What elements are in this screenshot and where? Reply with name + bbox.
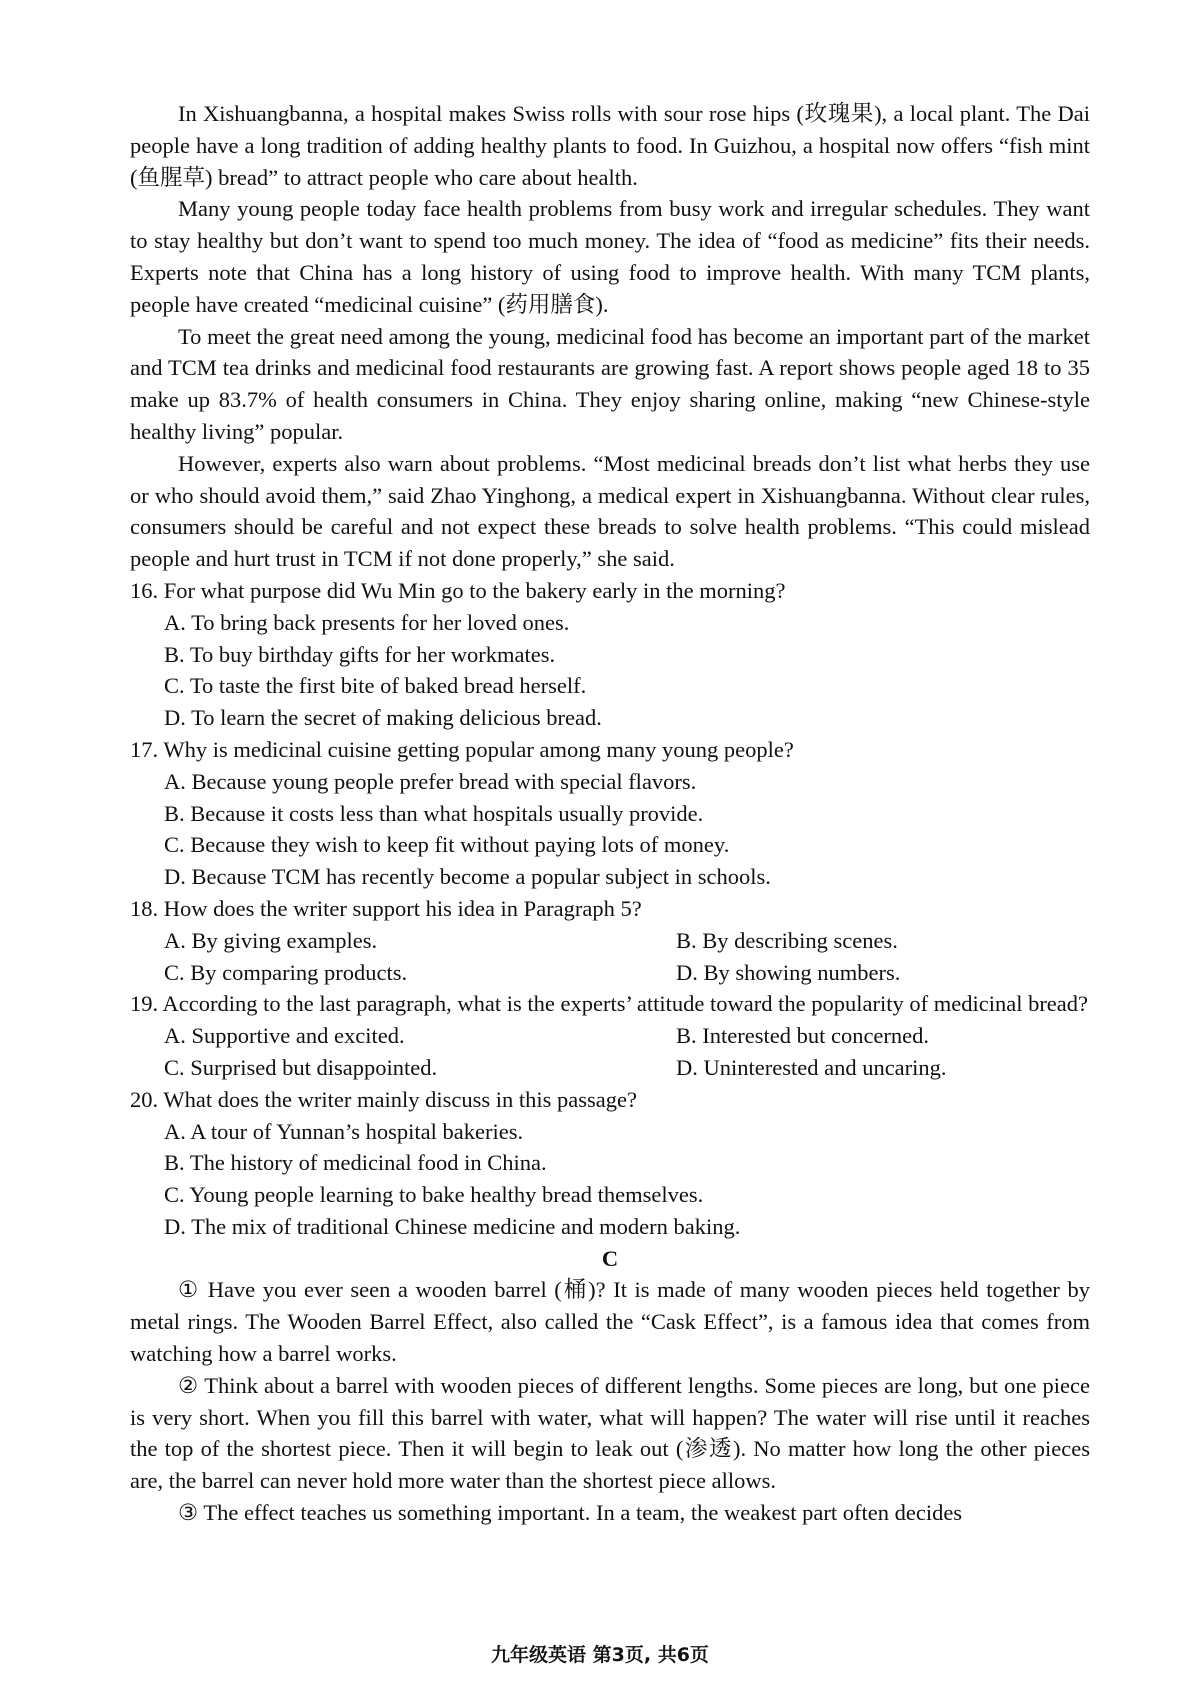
passage-paragraph: ② Think about a barrel with wooden pieces of different lengths. Some pieces are long, but one piece is very short. When you fill this barrel with water, what will happen? The water will rise until it reaches the top of the shortest piece. Then it will begin to leak out (渗透). No matter how long the other pieces are, the barrel can never hold more water than the shortest piece allows. bbox=[130, 1372, 1090, 1494]
option-d: D. Uninterested and uncaring. bbox=[676, 1054, 947, 1080]
question-stem: 16. For what purpose did Wu Min go to the bakery early in the morning? bbox=[130, 577, 786, 603]
passage-paragraph: ③ The effect teaches us something important. In a team, the weakest part often decides bbox=[178, 1500, 963, 1526]
passage-paragraph: ① Have you ever seen a wooden barrel (桶)? It is made of many wooden pieces held together by metal rings. The Wooden Barrel Effect, also called the “Cask Effect”, is a famous idea that comes from watching how a barrel works. bbox=[130, 1277, 1090, 1367]
question-17 bbox=[130, 734, 1090, 893]
option-a: A. Because young people prefer bread with special flavors. bbox=[164, 768, 697, 794]
option-row bbox=[130, 1020, 1090, 1052]
option-b: B. By describing scenes. bbox=[676, 927, 898, 953]
question-18 bbox=[130, 893, 1090, 988]
question-19 bbox=[130, 988, 1090, 1083]
question-stem: 17. Why is medicinal cuisine getting popular among many young people? bbox=[130, 736, 794, 762]
question-stem: 19. According to the last paragraph, what is the experts’ attitude toward the popularity of medicinal bread? bbox=[130, 991, 1089, 1017]
option-row bbox=[130, 925, 1090, 957]
passage-paragraph: Many young people today face health problems from busy work and irregular schedules. They want to stay healthy but don’t want to spend too much money. The idea of “food as medicine” fits their needs. Experts note that China has a long history of using food to improve health. With many TCM plants, people have created “medicinal cuisine” (药用膳食). bbox=[130, 196, 1090, 317]
option-b: B. The history of medicinal food in China. bbox=[164, 1150, 547, 1176]
passage-paragraph: In Xishuangbanna, a hospital makes Swiss rolls with sour rose hips (玫瑰果), a local plant. The Dai people have a long tradition of adding healthy plants to food. In Guizhou, a hospital now offers “fish mint (鱼腥草) bread” to attract people who care about health. bbox=[130, 101, 1090, 190]
option-c: C. To taste the first bite of baked bread herself. bbox=[164, 673, 587, 699]
option-a: A. To bring back presents for her loved ones. bbox=[164, 609, 570, 635]
option-b: B. To buy birthday gifts for her workmates. bbox=[164, 641, 556, 667]
option-a: A. Supportive and excited. bbox=[164, 1023, 405, 1049]
option-b: B. Interested but concerned. bbox=[676, 1023, 930, 1049]
option-d: D. The mix of traditional Chinese medicine and modern baking. bbox=[164, 1213, 741, 1239]
option-a: A. A tour of Yunnan’s hospital bakeries. bbox=[164, 1118, 524, 1144]
option-a: A. By giving examples. bbox=[164, 927, 378, 953]
question-stem: 18. How does the writer support his idea in Paragraph 5? bbox=[130, 895, 642, 921]
option-c: C. Young people learning to bake healthy bread themselves. bbox=[164, 1182, 704, 1208]
option-c: C. Surprised but disappointed. bbox=[164, 1054, 438, 1080]
question-20 bbox=[130, 1084, 1090, 1243]
option-d: D. To learn the secret of making delicious bread. bbox=[164, 705, 602, 731]
section-heading: C bbox=[601, 1245, 619, 1271]
option-c: C. Because they wish to keep fit without paying lots of money. bbox=[164, 832, 730, 858]
option-d: D. Because TCM has recently become a popular subject in schools. bbox=[164, 864, 771, 890]
document-page bbox=[130, 98, 1090, 1529]
page-footer: 九年级英语 第3页, 共6页 bbox=[491, 1644, 709, 1666]
option-d: D. By showing numbers. bbox=[676, 959, 901, 985]
question-16 bbox=[130, 575, 1090, 734]
option-c: C. By comparing products. bbox=[164, 959, 408, 985]
passage-paragraph: To meet the great need among the young, medicinal food has become an important part of the market and TCM tea drinks and medicinal food restaurants are growing fast. A report shows people aged 18 to 35 make up 83.7% of health consumers in China. They enjoy sharing online, making “new Chinese-style healthy living” popular. bbox=[130, 323, 1090, 444]
question-stem: 20. What does the writer mainly discuss in this passage? bbox=[130, 1086, 637, 1112]
option-b: B. Because it costs less than what hospitals usually provide. bbox=[164, 800, 704, 826]
passage-paragraph: However, experts also warn about problems. “Most medicinal breads don’t list what herbs they use or who should avoid them,” said Zhao Yinghong, a medical expert in Xishuangbanna. Without clear rules, consumers should be careful and not expect these breads to solve health problems. “This could mislead people and hurt trust in TCM if not done properly,” she said. bbox=[130, 450, 1090, 572]
option-row bbox=[130, 1052, 1090, 1084]
option-row bbox=[130, 957, 1090, 989]
